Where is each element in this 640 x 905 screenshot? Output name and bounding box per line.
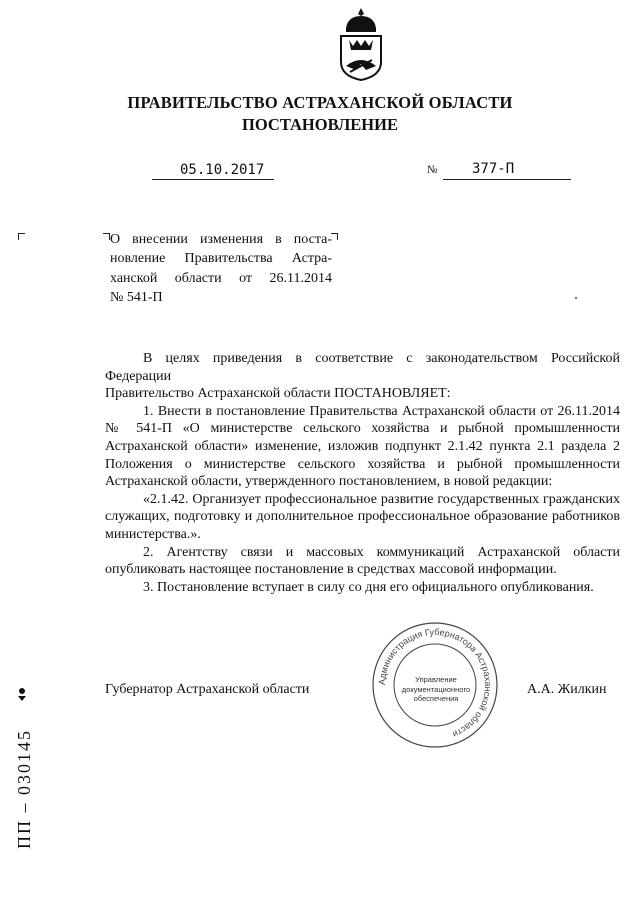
corner-mark [103,233,110,240]
signature-name: А.А. Жилкин [527,682,607,697]
number-underline [443,179,571,180]
signature-title: Губернатор Астраханской области [105,682,310,697]
body-paragraph: 2. Агентству связи и массовых коммуникаций Астраханской области опубликовать настоящее постановление в средствах массовой информации. [105,544,620,578]
document-subject [110,230,332,308]
corner-mark [331,233,338,240]
stamp-ring-text: Администрация Губернатора Астраханской области [376,626,494,740]
body-paragraph: 3. Постановление вступает в силу со дня его официального опубликования. [143,579,594,595]
document-number: 377-П [472,161,515,177]
corner-mark [18,233,25,240]
subject-line: новление Правительства Астра- [110,251,332,267]
coat-of-arms-emblem [336,6,386,82]
body-paragraph: 1. Внести в постановление Правительства Астраханской области от 26.11.2014 № 541-П «О министерстве сельского хозяйства и рыбной промышленности Астраханской области» изменение, изложив подпункт 2.1.42 пункта 2.1 раздела 2 Положения о министерстве сельского хозяйства и рыбной промышленности Астраханской области, утвержденного постановлением, в новой редакции: [105,403,620,490]
stamp-line: Управление [415,675,457,684]
document-type: ПОСТАНОВЛЕНИЕ [242,115,398,134]
body-paragraph: Правительство Астраханской области ПОСТАНОВЛЯЕТ: [105,386,451,402]
scan-speck [575,297,577,299]
stamp-line: обеспечения [413,694,459,703]
emblem-mark-icon [18,688,26,701]
subject-line: ханской области от 26.11.2014 [110,270,332,286]
document-date: 05.10.2017 [180,162,265,178]
number-sign: № [427,164,438,176]
body-paragraph: «2.1.42. Организует профессиональное развитие государственных гражданских служащих, подготовку и дополнительное профессиональное образование работников министерства.». [105,491,620,542]
document-body [105,350,620,596]
date-underline [152,179,274,180]
serial-text: ПП – 030145 [14,729,34,849]
stamp-line: документационного [401,684,471,694]
body-paragraph: В целях приведения в соответствие с законодательством Российской Федерации [105,351,620,384]
serial-number [2,683,44,853]
subject-line: О внесении изменения в поста- [110,232,332,247]
government-title: ПРАВИТЕЛЬСТВО АСТРАХАНСКОЙ ОБЛАСТИ [127,93,513,112]
subject-line: № 541-П [110,290,163,306]
stamp-center-text [383,675,489,704]
